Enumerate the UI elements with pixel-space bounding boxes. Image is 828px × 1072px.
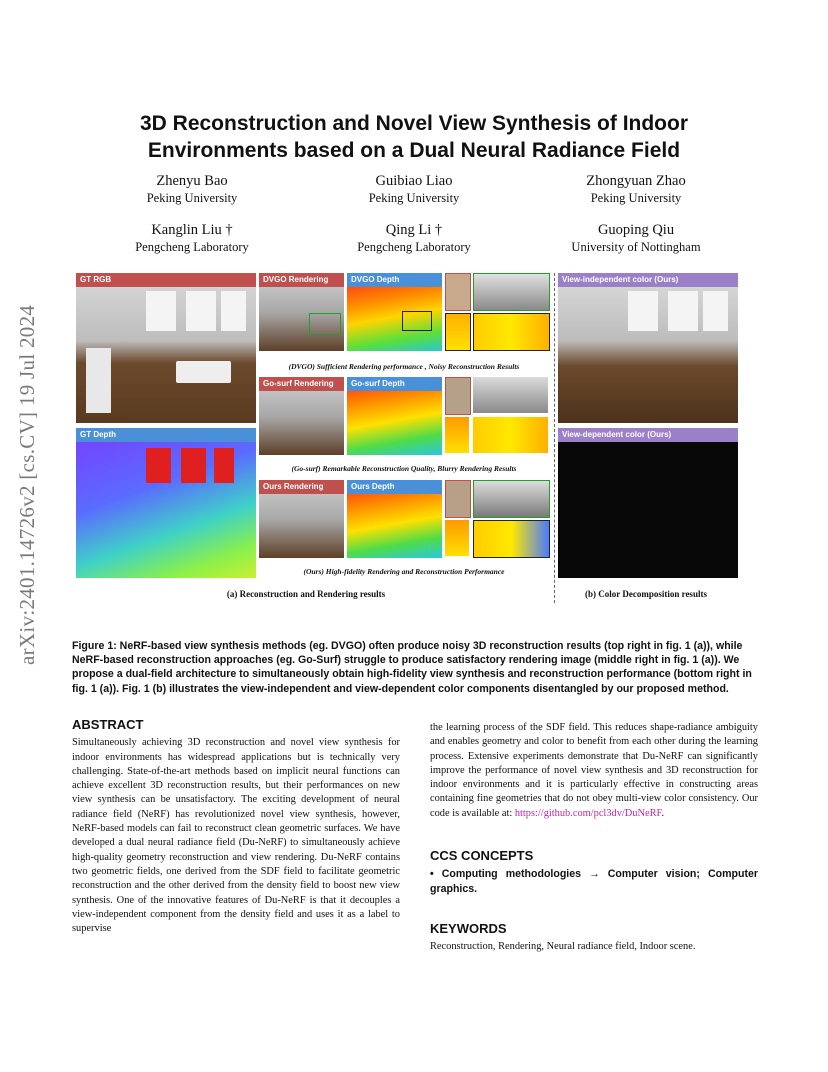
author-name: Guibiao Liao [375, 173, 453, 189]
author-affiliation: Pengcheng Laboratory [357, 240, 471, 254]
abstract-text: Simultaneously achieving 3D reconstruction and novel view synthesis for indoor environments has widespread applications but is technically very challenging. State-of-the-art methods based on implicit neural functions can achieve excellent 3D reconstruction results, but their performances on new view synthesis can be unsatisfactory. The exciting development of neural radiance field (NeRF) has revolutionized novel view synthesis, however, NeRF-based models can fail to reconstruct clean geometric surfaces. We have developed a dual neural radiance field (Du-NeRF) to simultaneously achieve high-quality geometry reconstruction and view rendering. Du-NeRF contains two geometric fields, one derived from the SDF field to facilitate geometric reconstruction and the other derived from the density field to boost new view synthesis. One of the innovative features of Du-NeRF is that it decouples a view-independent component from the density field and uses it as a label to supervise [72, 737, 400, 935]
ours-rendering-image [259, 480, 344, 558]
subcaption-a: (a) Reconstruction and Rendering results [226, 589, 386, 599]
abstract-column-right [430, 721, 758, 955]
author-5 [304, 221, 524, 255]
ccs-heading: CCS CONCEPTS [430, 848, 534, 864]
gosurf-crop-table-depth [473, 417, 548, 453]
dvgo-rendering-image [259, 273, 344, 351]
figure-1 [76, 273, 746, 603]
dvgo-rendering-label: DVGO Rendering [259, 273, 344, 287]
keywords-text: Reconstruction, Rendering, Neural radiance field, Indoor scene. [430, 941, 696, 953]
view-dependent-image [558, 428, 738, 578]
keywords-heading: KEYWORDS [430, 920, 507, 936]
ours-depth-image [347, 480, 442, 558]
dvgo-depth-image [347, 273, 442, 351]
gt-rgb-label: GT RGB [76, 273, 256, 287]
dvgo-caption: (DVGO) Sufficient Rendering performance , Noisy Reconstruction Results [288, 362, 520, 371]
gt-depth-label: GT Depth [76, 428, 256, 442]
author-3 [526, 172, 746, 206]
author-6 [526, 221, 746, 255]
author-1 [82, 172, 302, 206]
abstract-continuation: the learning process of the SDF field. This reduces shape-radiance ambiguity and enables geometry and color to benefit from each other during the learning process. Extensive experiments demonstrate that Du-NeRF can significantly improve the performance of novel view synthesis and 3D reconstruction for indoor environments and it is particularly effective in constructing areas containing fine geometries that do not obey multi-view color consistency. Our code is available at: [430, 722, 758, 819]
dvgo-crop-table-rgb [473, 273, 550, 311]
gt-depth-image [76, 428, 256, 578]
ours-crop-table-depth [473, 520, 550, 558]
ours-crop-depth [445, 520, 469, 556]
author-4 [82, 221, 302, 255]
dvgo-crop-table-depth [473, 313, 550, 351]
view-independent-image [558, 273, 738, 423]
author-name: Kanglin Liu † [151, 222, 233, 238]
author-affiliation: Pengcheng Laboratory [135, 240, 249, 254]
ours-depth-label: Ours Depth [347, 480, 442, 494]
gosurf-caption: (Go-surf) Remarkable Reconstruction Quality, Blurry Rendering Results [291, 464, 517, 473]
ccs-text: • Computing methodologies → Computer vision; Computer graphics. [430, 868, 758, 895]
gosurf-depth-image [347, 377, 442, 455]
author-affiliation: University of Nottingham [571, 240, 701, 254]
view-dependent-label: View-dependent color (Ours) [558, 428, 738, 442]
gosurf-rendering-label: Go-surf Rendering [259, 377, 344, 391]
gosurf-crop-depth [445, 417, 469, 453]
dvgo-depth-label: DVGO Depth [347, 273, 442, 287]
abstract-end: . [661, 807, 665, 819]
author-affiliation: Peking University [146, 191, 238, 205]
title-line-1: 3D Reconstruction and Novel View Synthesis of Indoor [139, 112, 689, 135]
author-name: Qing Li † [385, 222, 443, 238]
author-affiliation: Peking University [590, 191, 682, 205]
ours-crop-table-rgb [473, 480, 550, 518]
view-independent-label: View-independent color (Ours) [558, 273, 738, 287]
author-2 [304, 172, 524, 206]
gosurf-depth-label: Go-surf Depth [347, 377, 442, 391]
paper-title [80, 110, 748, 164]
figure-divider [554, 273, 555, 603]
author-name: Zhongyuan Zhao [586, 173, 686, 189]
gosurf-crop-rgb [445, 377, 471, 415]
ours-rendering-label: Ours Rendering [259, 480, 344, 494]
author-affiliation: Peking University [368, 191, 460, 205]
gosurf-crop-table-rgb [473, 377, 548, 413]
ours-caption: (Ours) High-fidelity Rendering and Reconstruction Performance [303, 567, 505, 576]
author-name: Zhenyu Bao [156, 173, 228, 189]
abstract-text-right [430, 721, 758, 821]
abstract-column-left [72, 718, 400, 936]
figure-caption: Figure 1: NeRF-based view synthesis methods (eg. DVGO) often produce noisy 3D reconstruction results (top right in fig. 1 (a)), while NeRF-based reconstruction approaches (eg. Go-Surf) struggle to produce satisfactory rendering image (middle right in fig. 1 (a)). We propose a dual-field architecture to simultaneously obtain high-fidelity view synthesis and reconstruction performance (bottom right in fig. 1 (a)). Fig. 1 (b) illustrates the view-independent and view-dependent color components disentangled by our proposed method. [72, 640, 752, 695]
title-line-2: Environments based on a Dual Neural Radiance Field [147, 139, 681, 162]
arxiv-stamp: arXiv:2401.14726v2 [cs.CV] 19 Jul 2024 [15, 304, 39, 665]
code-link[interactable]: https://github.com/pcl3dv/DuNeRF [514, 807, 662, 819]
ours-crop-rgb [445, 480, 471, 518]
dvgo-crop-rgb [445, 273, 471, 311]
gosurf-rendering-image [259, 377, 344, 455]
subcaption-b: (b) Color Decomposition results [585, 589, 707, 599]
abstract-heading: ABSTRACT [72, 717, 144, 732]
author-name: Guoping Qiu [597, 222, 675, 238]
gt-rgb-image [76, 273, 256, 423]
dvgo-crop-depth [445, 313, 471, 351]
